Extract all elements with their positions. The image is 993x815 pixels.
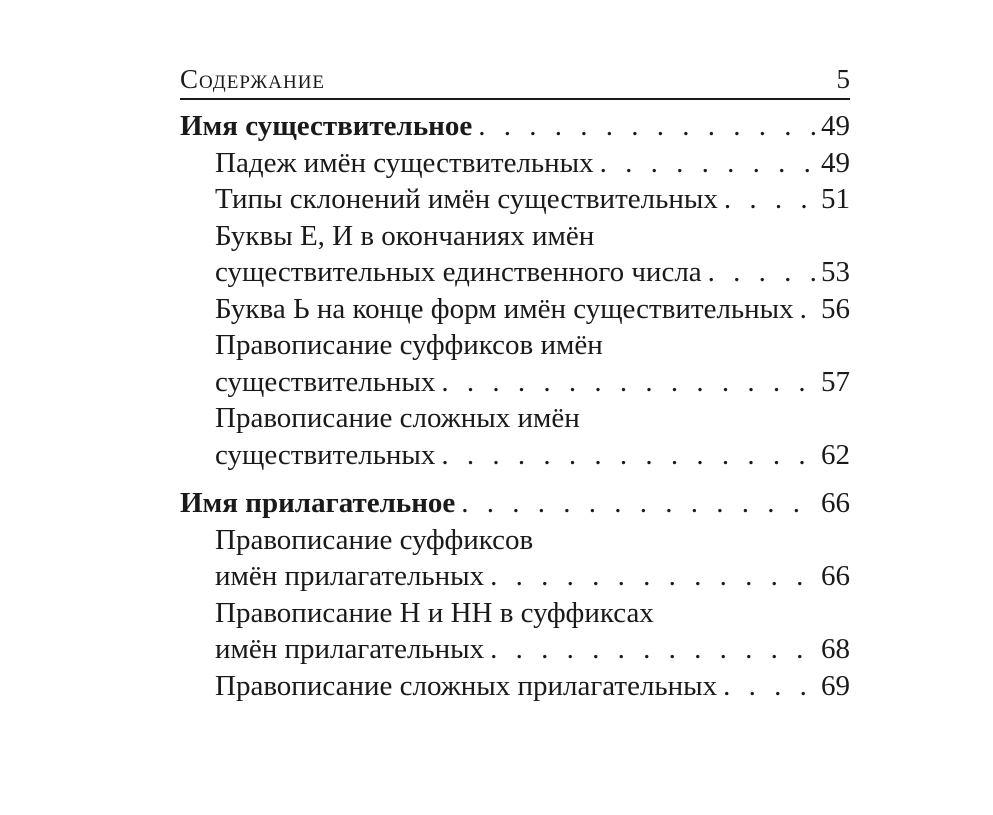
toc-entry-page: 57 — [821, 365, 850, 398]
toc-entry-page: 51 — [821, 183, 850, 215]
toc-entry-title-line2: имён прилагательных — [215, 560, 485, 592]
toc-entry-title-line2: существительных единственного числа — [215, 256, 702, 288]
toc-section-page: 49 — [821, 110, 850, 142]
toc-entry-page: 53 — [821, 256, 850, 288]
toc-entry[interactable] — [180, 181, 850, 218]
toc-entry[interactable] — [180, 145, 850, 182]
toc-entry-title-line2: существительных — [215, 365, 436, 398]
toc-entry-title: Буква Ь на конце форм имён существительных — [215, 292, 794, 325]
toc-entry[interactable] — [180, 400, 850, 473]
dot-leader — [441, 437, 819, 474]
toc-section-noun[interactable] — [180, 108, 850, 145]
dot-leader — [723, 668, 819, 705]
dot-leader — [724, 181, 819, 218]
toc-section-adjective[interactable] — [180, 485, 850, 522]
toc-entry[interactable] — [180, 327, 850, 400]
toc-section-title: Имя прилагательное — [180, 487, 456, 519]
dot-leader — [461, 485, 819, 522]
toc-page — [180, 64, 850, 704]
toc-entry-title: Правописание сложных прилагательных — [215, 669, 718, 702]
toc-entry-page: 62 — [821, 438, 850, 471]
table-of-contents — [180, 108, 850, 704]
toc-entry-page: 56 — [821, 292, 850, 325]
toc-section-title: Имя существительное — [180, 110, 473, 142]
toc-entry-page: 69 — [821, 669, 850, 702]
dot-leader — [478, 108, 819, 145]
dot-leader — [708, 254, 819, 291]
toc-entry-title-line1: Правописание сложных имён — [215, 402, 580, 434]
toc-entry[interactable] — [180, 522, 850, 595]
toc-entry-title-line2: существительных — [215, 438, 436, 471]
toc-section-page: 66 — [821, 487, 850, 519]
dot-leader — [490, 558, 819, 595]
toc-entry-title: Типы склонений имён существительных — [215, 183, 718, 215]
running-head-page-number: 5 — [836, 64, 850, 94]
toc-entry-title-line1: Правописание Н и НН в суффиксах — [215, 596, 654, 629]
toc-entry[interactable] — [180, 291, 850, 328]
dot-leader — [800, 291, 819, 328]
toc-entry[interactable] — [180, 668, 850, 705]
running-head — [180, 64, 850, 100]
toc-entry-page: 66 — [821, 560, 850, 592]
toc-entry-title: Падеж имён существительных — [215, 146, 594, 179]
toc-entry-title-line1: Правописание суффиксов имён — [215, 329, 603, 361]
toc-entry-title-line1: Правописание суффиксов — [215, 523, 534, 556]
running-head-title: Содержание — [180, 64, 326, 94]
dot-leader — [490, 631, 819, 668]
toc-entry-title-line1: Буквы Е, И в окончаниях имён — [215, 219, 595, 252]
toc-entry[interactable] — [180, 595, 850, 668]
dot-leader — [441, 364, 819, 401]
dot-leader — [600, 145, 819, 182]
toc-entry[interactable] — [180, 218, 850, 291]
toc-entry-title-line2: имён прилагательных — [215, 633, 485, 665]
toc-entry-page: 68 — [821, 633, 850, 665]
toc-entry-page: 49 — [821, 146, 850, 179]
